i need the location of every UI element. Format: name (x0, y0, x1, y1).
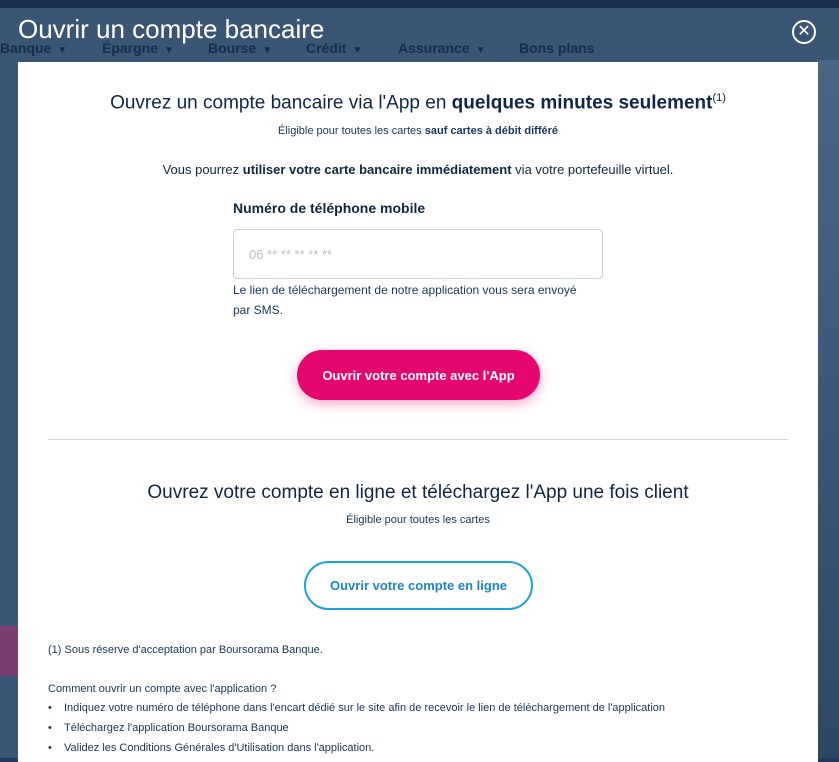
modal-dialog (18, 62, 818, 762)
app-eligibility (18, 125, 818, 137)
phone-helper-text: Le lien de téléchargement de notre application vous sera envoyé par SMS. (233, 283, 577, 317)
close-icon: ✕ (797, 23, 811, 40)
online-section-heading: Ouvrez votre compte en ligne et téléchargez l'App une fois client (147, 482, 689, 503)
chevron-down-icon: ▼ (164, 45, 174, 56)
chevron-down-icon: ▼ (352, 45, 363, 56)
eligibility-text: Éligible pour toutes les cartes (277, 125, 425, 137)
info-text: Vous pourrez (162, 162, 243, 177)
open-account-app-button[interactable]: Ouvrir votre compte avec l'App (297, 350, 540, 400)
chevron-down-icon: ▼ (57, 45, 68, 56)
background-nav-item (398, 40, 486, 56)
open-account-online-button[interactable]: Ouvrir votre compte en ligne (304, 561, 533, 610)
chevron-down-icon: ▼ (475, 45, 486, 56)
app-info-text (18, 162, 818, 177)
section-divider (48, 439, 788, 440)
nav-label: Banque (0, 40, 52, 56)
nav-label: Crédit (306, 40, 347, 56)
modal-title: Ouvrir un compte bancaire (18, 14, 325, 44)
howto-title: Comment ouvrir un compte avec l'application ? (48, 683, 277, 695)
heading-bold-text: quelques minutes seulement (451, 92, 713, 114)
background-accent-block (0, 626, 18, 676)
footnote: (1) Sous réserve d'acceptation par Boursorama Banque. (48, 644, 323, 656)
heading-text: Ouvrez un compte bancaire via l'App en (110, 92, 452, 114)
footnote-marker: (1) (712, 92, 726, 104)
background-nav-item (519, 40, 594, 56)
phone-input[interactable] (233, 229, 603, 279)
eligibility-bold-text: sauf cartes à débit différé (424, 125, 559, 137)
list-item: • Validez les Conditions Générales d'Utilisation dans l'application. (48, 738, 665, 758)
close-button[interactable] (792, 20, 816, 44)
list-item: • Téléchargez l'application Boursorama Banque (48, 718, 665, 738)
nav-label: Épargne (102, 40, 159, 56)
chevron-down-icon: ▼ (262, 45, 273, 56)
nav-label: Assurance (398, 40, 470, 56)
phone-label: Numéro de téléphone mobile (233, 200, 426, 216)
info-text-end: via votre portefeuille virtuel. (511, 162, 674, 177)
app-section-heading (18, 92, 818, 114)
list-item: • Indiquez votre numéro de téléphone dans l'encart dédié sur le site afin de recevoir le lien de téléchargement de l'application (48, 698, 665, 718)
background-top-bar (0, 0, 839, 8)
howto-list (48, 698, 665, 758)
info-bold-text: utiliser votre carte bancaire immédiatement (242, 162, 512, 177)
online-eligibility: Éligible pour toutes les cartes (346, 514, 490, 526)
nav-label: Bons plans (519, 40, 595, 56)
background-right-strip (817, 60, 839, 758)
nav-label: Bourse (208, 40, 257, 56)
